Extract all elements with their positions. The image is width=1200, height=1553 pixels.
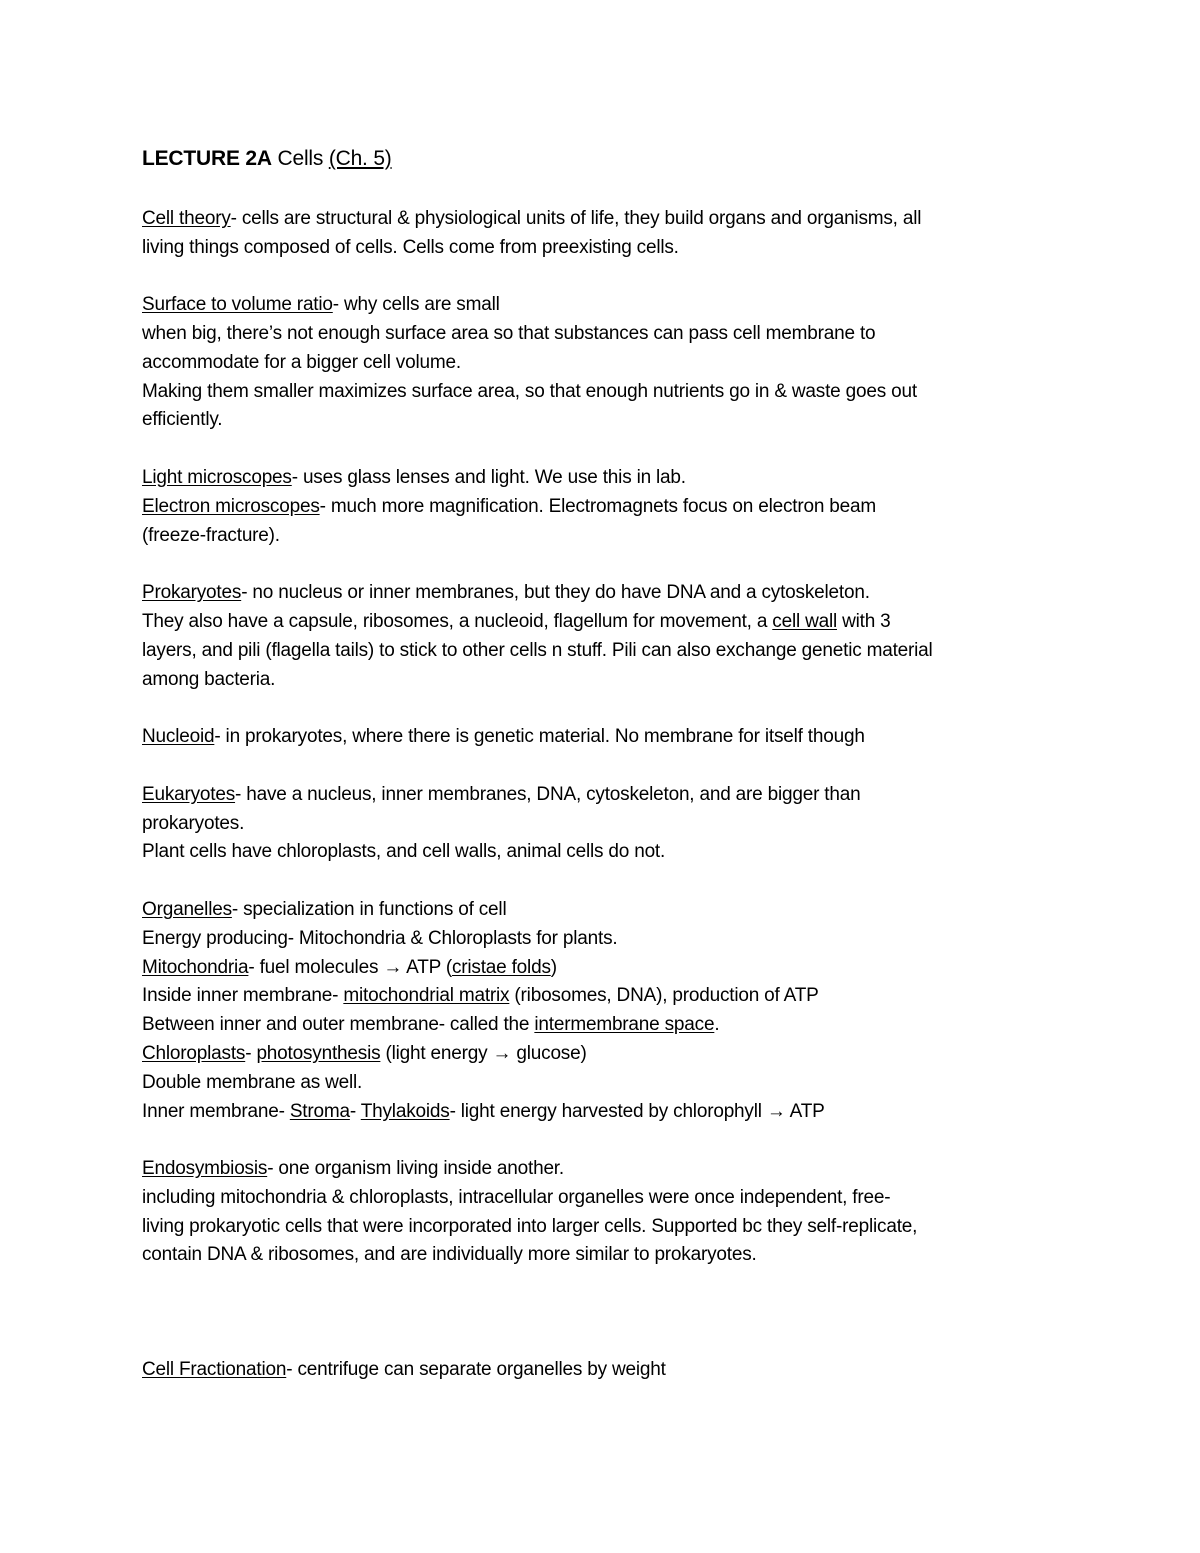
note-line	[142, 608, 1062, 637]
note-text: Between inner and outer membrane- called the	[142, 1014, 535, 1036]
note-text: including mitochondria & chloroplasts, intracellular organelles were once independent, free-	[142, 1186, 891, 1208]
note-text: prokaryotes.	[142, 812, 245, 834]
paragraph-spacer	[142, 435, 1062, 464]
note-line	[142, 1098, 1062, 1127]
note-line-endosymbiosis	[142, 1155, 1062, 1184]
note-line	[142, 349, 1062, 378]
note-line	[142, 1069, 1062, 1098]
note-line-mitochondria	[142, 954, 1062, 983]
note-line	[142, 838, 1062, 867]
note-text: - no nucleus or inner membranes, but they do have DNA and a cytoskeleton.	[241, 582, 870, 604]
note-line-nucleoid	[142, 723, 1062, 752]
title-lecture: LECTURE 2A	[142, 147, 272, 170]
note-line	[142, 234, 1062, 263]
note-line	[142, 666, 1062, 695]
note-text: -	[245, 1042, 257, 1064]
note-text: Energy producing- Mitochondria & Chloroplasts for plants.	[142, 927, 618, 949]
note-text: - specialization in functions of cell	[231, 898, 507, 920]
note-line-eukaryotes	[142, 781, 1062, 810]
note-line	[142, 320, 1062, 349]
note-text: - why cells are small	[332, 294, 500, 316]
note-text: layers, and pili (flagella tails) to stick to other cells n stuff. Pili can also exchange genetic material	[142, 639, 933, 661]
note-line	[142, 1213, 1062, 1242]
title-spacer	[142, 176, 1062, 205]
paragraph-spacer	[142, 867, 1062, 896]
underlined-term: Nucleoid	[142, 726, 215, 748]
paragraph-spacer	[142, 694, 1062, 723]
note-line	[142, 1184, 1062, 1213]
note-text: - cells are structural & physiological units of life, they build organs and organisms, all	[230, 207, 922, 229]
note-text: Making them smaller maximizes surface area, so that enough nutrients go in & waste goes out	[142, 380, 917, 402]
underlined-term: cell wall	[772, 610, 837, 632]
note-text: Inside inner membrane-	[142, 985, 344, 1007]
note-text: - light energy harvested by chlorophyll → ATP	[449, 1100, 825, 1122]
paragraph-spacer	[142, 262, 1062, 291]
note-text: They also have a capsule, ribosomes, a nucleoid, flagellum for movement, a	[142, 610, 773, 632]
note-line-organelles	[142, 896, 1062, 925]
note-line	[142, 1241, 1062, 1270]
underlined-term: cristae folds	[451, 956, 551, 978]
note-line	[142, 378, 1062, 407]
lecture-notes	[142, 142, 1062, 1385]
underlined-term: Eukaryotes	[142, 783, 236, 805]
note-text: Plant cells have chloroplasts, and cell walls, animal cells do not.	[142, 841, 666, 863]
note-text: - have a nucleus, inner membranes, DNA, cytoskeleton, and are bigger than	[235, 783, 861, 805]
note-line-surface-volume	[142, 291, 1062, 320]
note-line-light-microscopes	[142, 464, 1062, 493]
note-line	[142, 522, 1062, 551]
underlined-term: Cell theory	[142, 207, 231, 229]
note-text: -	[349, 1100, 361, 1122]
title-topic: Cells	[271, 147, 329, 170]
note-text: - fuel molecules → ATP (	[248, 956, 452, 978]
notes-body	[142, 205, 1062, 1385]
note-text: living things composed of cells. Cells come from preexisting cells.	[142, 236, 679, 258]
underlined-term: intermembrane space	[534, 1014, 715, 1036]
note-line	[142, 1011, 1062, 1040]
underlined-term: Electron microscopes	[142, 495, 320, 517]
paragraph-spacer	[142, 752, 1062, 781]
note-text: - in prokaryotes, where there is genetic material. No membrane for itself though	[214, 726, 865, 748]
note-line	[142, 637, 1062, 666]
note-line	[142, 810, 1062, 839]
note-line-chloroplasts	[142, 1040, 1062, 1069]
note-line-electron-microscopes	[142, 493, 1062, 522]
note-text: - one organism living inside another.	[267, 1158, 564, 1180]
note-text: living prokaryotic cells that were incorporated into larger cells. Supported bc they self-replicate,	[142, 1215, 918, 1237]
underlined-term: Organelles	[142, 898, 232, 920]
note-text: accommodate for a bigger cell volume.	[142, 351, 461, 373]
title-chapter: (Ch. 5)	[328, 147, 392, 170]
section-spacer	[142, 1270, 1062, 1356]
paragraph-spacer	[142, 1126, 1062, 1155]
underlined-term: Stroma	[289, 1100, 350, 1122]
note-text: (light energy → glucose)	[380, 1042, 587, 1064]
note-text: - uses glass lenses and light. We use this in lab.	[291, 466, 686, 488]
note-line	[142, 925, 1062, 954]
note-line-cell-fractionation	[142, 1356, 1062, 1385]
underlined-term: Chloroplasts	[142, 1042, 246, 1064]
underlined-term: Prokaryotes	[142, 582, 242, 604]
underlined-term: Cell Fractionation	[142, 1359, 287, 1381]
note-text: with 3	[837, 610, 891, 632]
note-text: efficiently.	[142, 409, 223, 431]
note-text: .	[714, 1014, 720, 1036]
note-text: (ribosomes, DNA), production of ATP	[509, 985, 819, 1007]
underlined-term: mitochondrial matrix	[343, 985, 510, 1007]
underlined-term: photosynthesis	[256, 1042, 381, 1064]
note-text: - centrifuge can separate organelles by weight	[286, 1359, 666, 1381]
note-text: among bacteria.	[142, 668, 276, 690]
underlined-term: Surface to volume ratio	[142, 294, 333, 316]
document-title	[142, 142, 1062, 176]
note-text: (freeze-fracture).	[142, 524, 280, 546]
note-line-prokaryotes	[142, 579, 1062, 608]
note-text: Inner membrane-	[142, 1100, 290, 1122]
note-text: contain DNA & ribosomes, and are individually more similar to prokaryotes.	[142, 1244, 757, 1266]
underlined-term: Light microscopes	[142, 466, 292, 488]
underlined-term: Thylakoids	[360, 1100, 450, 1122]
note-text: )	[550, 956, 557, 978]
note-line-cell-theory	[142, 205, 1062, 234]
note-text: Double membrane as well.	[142, 1071, 363, 1093]
note-text: - much more magnification. Electromagnets focus on electron beam	[319, 495, 877, 517]
underlined-term: Endosymbiosis	[142, 1158, 268, 1180]
note-text: when big, there’s not enough surface area so that substances can pass cell membrane to	[142, 322, 876, 344]
paragraph-spacer	[142, 550, 1062, 579]
note-line	[142, 406, 1062, 435]
note-line	[142, 982, 1062, 1011]
underlined-term: Mitochondria	[142, 956, 249, 978]
